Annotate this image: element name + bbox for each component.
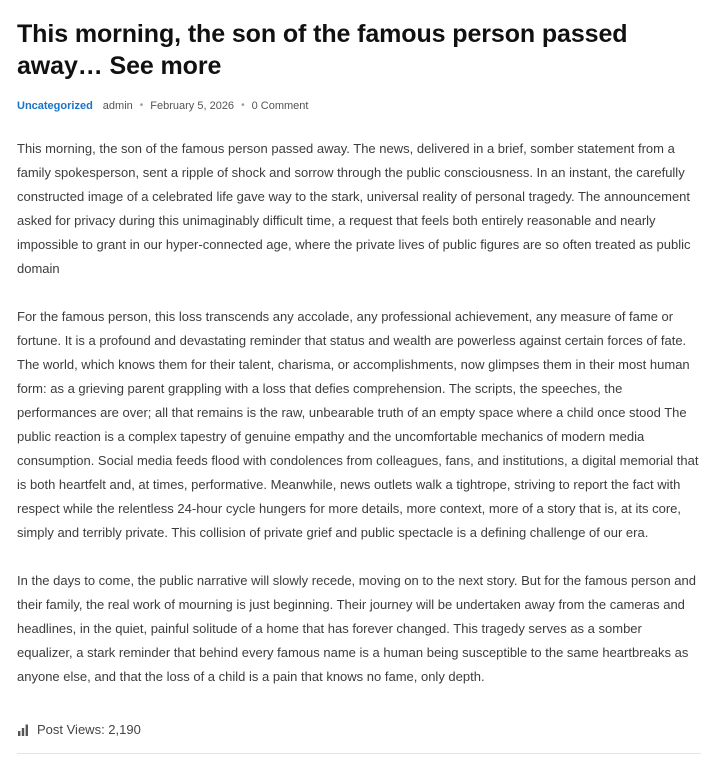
post-meta <box>17 98 701 114</box>
meta-separator: • <box>139 100 144 111</box>
comments-link[interactable]: 0 Comment <box>251 100 309 112</box>
post-article <box>17 18 701 713</box>
post-views <box>17 722 141 737</box>
divider <box>17 753 701 754</box>
content-paragraph: This morning, the son of the famous person passed away. The news, delivered in a brief, somber statement from a family spokesperson, sent a ripple of shock and sorrow through the public consciousness. In an instant, the carefully constructed image of a celebrated life gave way to the stark, universal reality of personal tragedy. The announcement asked for privacy during this unimaginably difficult time, a request that feels both entirely reasonable and nearly impossible to grant in our hyper-connected age, where the private lives of public figures are so often treated as public domain <box>17 141 691 276</box>
author-link[interactable]: admin <box>102 100 133 112</box>
bar-chart-icon <box>17 724 29 736</box>
post-title: This morning, the son of the famous person passed away… See more <box>17 20 628 80</box>
post-content <box>17 137 701 689</box>
content-paragraph: In the days to come, the public narrative will slowly recede, moving on to the next story. But for the famous person and their family, the real work of mourning is just beginning. Their journey will be undertaken away from the cameras and headlines, in the quiet, painful solitude of a home that has forever changed. This tragedy serves as a somber equalizer, a stark reminder that behind every famous name is a human being susceptible to the same heartbreaks as anyone else, and that the loss of a child is a pain that knows no fame, only depth. <box>17 573 696 684</box>
meta-separator: • <box>241 100 245 111</box>
post-views-label: Post Views: 2,190 <box>37 722 141 737</box>
category-link[interactable]: Uncategorized <box>17 100 93 112</box>
content-paragraph: For the famous person, this loss transcends any accolade, any professional achievement, any measure of fame or fortune. It is a profound and devastating reminder that status and wealth are powerless against certain forces of fate. The world, which knows them for their talent, charisma, or accomplishments, now glimpses them in their most human form: as a grieving parent grappling with a loss that defies comprehension. The scripts, the speeches, the performances are over; all that remains is the raw, unbearable truth of an empty space where a child once stood The public reaction is a complex tapestry of genuine empathy and the uncomfortable mechanics of modern media consumption. Social media feeds flood with condolences from colleagues, fans, and institutions, a digital memorial that is both heartfelt and, at times, performative. Meanwhile, news outlets walk a tightrope, striving to report the fact with respect while the relentless 24-hour cycle hungers for more details, more context, more of a story that is, at its core, simply and terribly private. This collision of private grief and public spectacle is a defining challenge of our era. <box>17 309 699 540</box>
post-date: February 5, 2026 <box>150 100 235 112</box>
